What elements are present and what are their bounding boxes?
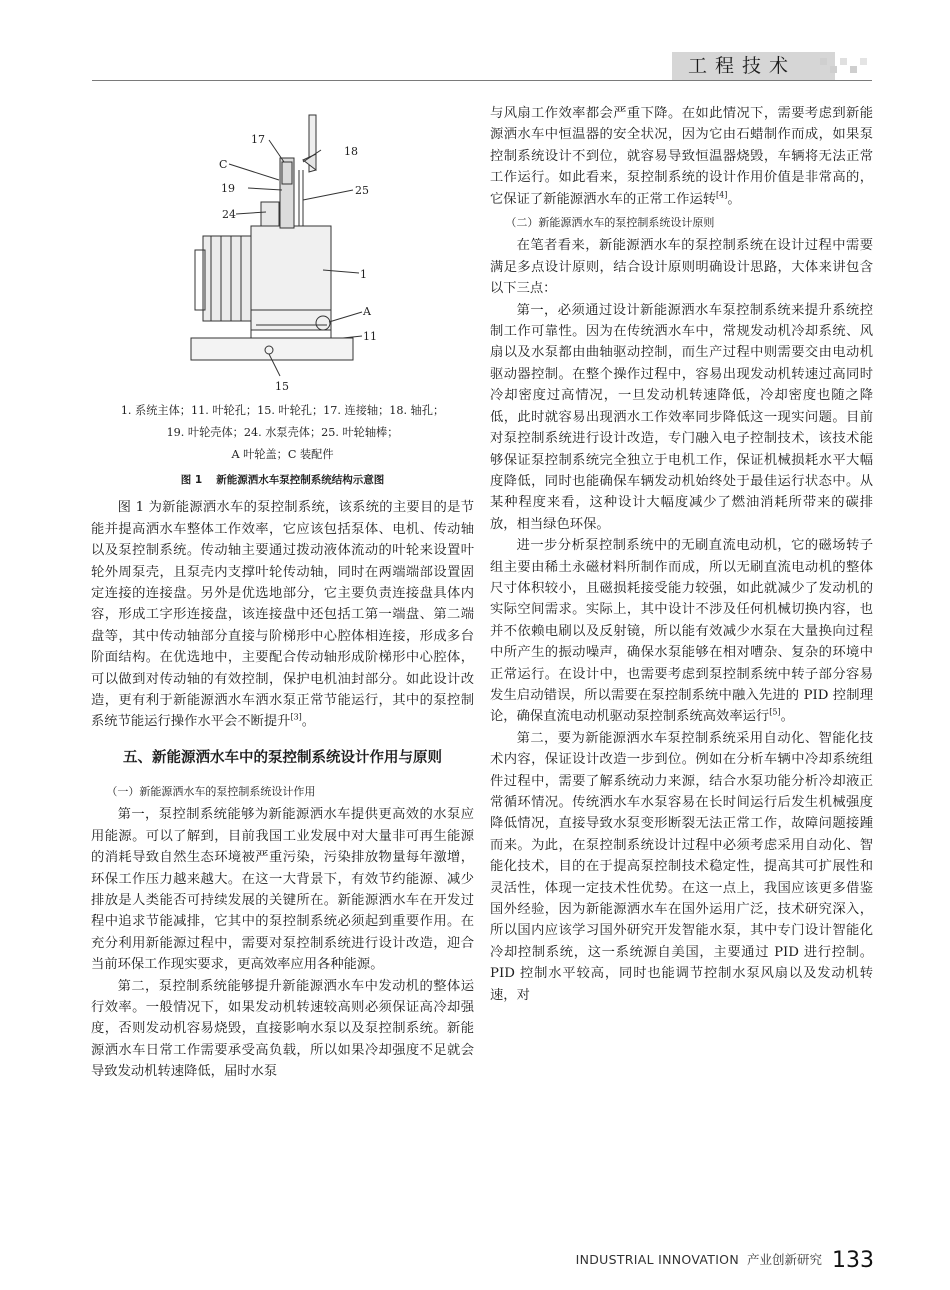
label-a: A xyxy=(363,305,371,318)
citation: [4] xyxy=(716,190,728,200)
header-rule xyxy=(92,80,872,81)
paragraph: 第一，必须通过设计新能源洒水车泵控制系统来提升系统控制工作可靠性。因为在传统洒水车中，常规发动机冷却系统、风扇以及水泵都由曲轴驱动控制，而生产过程中则需要交由电动机驱动器控制。在整个操作过程中，容易出现发动机转速过高同时冷却密度过高情况，一旦发动机转速降低，冷却密度也随之降低，此时就容易出现洒水工作效率同步降低这一现实问题。目前对泵控制系统进行设计改造，专门融入电子控制技术，该技术能够保证泵控制系统完全独立于电机工作，保证机械损耗水平大幅度降低，同时也能确保车辆发动机始终处于最佳运行状态中。从某种程度来看，这种设计大幅度减少了燃油消耗所带来的碳排放，相当绿色环保。 xyxy=(490,302,873,532)
subsection-heading: （二）新能源洒水车的泵控制系统设计原则 xyxy=(505,216,715,230)
page-footer xyxy=(576,1248,874,1273)
legend-line: 1. 系统主体；11. 叶轮孔；15. 叶轮孔；17. 连接轴；18. 轴孔； xyxy=(120,404,445,417)
figure-title: 新能源洒水车泵控制系统结构示意图 xyxy=(216,474,385,486)
paragraph: 图 1 为新能源洒水车的泵控制系统，该系统的主要目的是节能并提高洒水车整体工作效率，它应该包括泵体、电机、传动轴以及泵控制系统。传动轴主要通过拨动液体流动的叶轮来设置叶轮外周泵壳，且泵壳内支撑叶轮传动轴，同时在两端端部设置固定连接的连接盘。另外是优选地部分，它主要负责连接盘具体内容，形成工字形连接盘，该连接盘中还包括工第一端盘、第二端盘等，其中传动轴部分直接与阶梯形中心腔体相连接，形成多台阶面结构。在优选地中，主要配合传动轴形成阶梯形中心腔体，可以做到对传动轴的有效控制，保护电机油封部分。如此设计改造，更有利于新能源洒水车洒水泵正常节能运行，其中的泵控制系统节能运行操作水平会不断提升[3]。 xyxy=(91,500,474,730)
paragraph: 在笔者看来，新能源洒水车的泵控制系统在设计过程中需要满足多点设计原则，结合设计原则明确设计思路，大体来讲包含以下三点： xyxy=(490,238,873,297)
pump-diagram xyxy=(91,110,474,400)
label-25: 25 xyxy=(355,184,369,197)
legend-line: A 叶轮盖；C 装配件 xyxy=(231,448,334,461)
label-17: 17 xyxy=(251,133,265,146)
figure-legend xyxy=(91,400,474,466)
subsection-heading: （一）新能源洒水车的泵控制系统设计作用 xyxy=(106,784,316,798)
paragraph: 第一，泵控制系统能够为新能源洒水车提供更高效的水泵应用能源。可以了解到，目前我国工业发展中对大量非可再生能源的消耗导致自然生态环境被严重污染，污染排放物量每年激增，环保工作压力越来越大。在这一大背景下，有效节约能源、减少排放是人类能否可持续发展的关键所在。新能源洒水车在开发过程中追求节能减排，它其中的泵控制系统必须起到重要作用。在充分利用新能源过程中，需要对泵控制系统进行设计改造，迎合当前环保工作现实要求，更高效率应用各种能源。 xyxy=(91,807,474,973)
section-heading: 五、新能源洒水车中的泵控制系统设计作用与原则 xyxy=(123,749,442,766)
citation: [3] xyxy=(290,713,302,723)
paragraph: 与风扇工作效率都会严重下降。在如此情况下，需要考虑到新能源洒水车中恒温器的安全状况，因为它由石蜡制作而成，如果泵控制系统设计不到位，就容易导致恒温器烧毁，车辆将无法正常工作运行。如此看来，泵控制系统的设计作用价值是非常高的，它保证了新能源洒水车的正常工作运转[4]。 xyxy=(490,106,873,207)
figure-caption xyxy=(91,470,474,491)
legend-line: 19. 叶轮壳体；24. 水泵壳体；25. 叶轮轴棒； xyxy=(166,426,399,439)
label-1: 1 xyxy=(360,268,367,281)
right-column xyxy=(490,103,873,1006)
citation: [5] xyxy=(769,707,781,717)
left-column xyxy=(91,110,474,1083)
figure-number: 图 1 xyxy=(180,474,203,486)
paragraph: 第二，要为新能源洒水车泵控制系统采用自动化、智能化技术内容，保证设计改造一步到位。例如在分析车辆中冷却系统组件过程中，需要了解系统动力来源，结合水泵功能分析冷却液正常循环情况。传统洒水车水泵容易在长时间运行后发生机械强度降低情况，直接导致水泵变形断裂无法正常工作，故障问题接踵而来。为此，在泵控制系统设计过程中必须考虑采用自动化、智能化技术，目的在于提高泵控制技术稳定性，提高其可扩展性和灵活性，体现一定技术性优势。在这一点上，我国应该更多借鉴国外经验，因为新能源洒水车在国外运用广泛，技术研究深入，所以国内应该学习国外研究开发智能水泵，其中专门设计智能化冷却控制系统，这一系统源自美国，主要通过 PID 进行控制。PID 控制水平较高，同时也能调节控制水泵风扇以及发动机转速，对 xyxy=(490,730,873,1003)
journal-name-cn: 产业创新研究 xyxy=(746,1252,822,1267)
paragraph: 进一步分析泵控制系统中的无刷直流电动机，它的磁场转子组主要由稀土永磁材料所制作而成，所以无刷直流电动机的整体尺寸体积较小，且磁损耗接受能力较强，如此就减少了发动机的实际空间需求。实际上，其中设计不涉及任何机械切换内容，也并不依赖电刷以及反射镜，所以能有效减少水泵在大量换向过程中所产生的振动噪声，确保水泵能够在相对嘈杂、复杂的环境中正常运行。在设计中，也需要考虑到泵控制系统中转子部分容易发生启动错误，所以需要在泵控制系统中融入先进的 PID 控制理论，确保直流电动机驱动泵控制系统高效率运行[5]。 xyxy=(490,538,873,725)
figure-1 xyxy=(91,110,474,393)
page-number: 133 xyxy=(832,1248,874,1273)
label-15: 15 xyxy=(275,380,289,393)
label-24: 24 xyxy=(222,208,236,221)
section-title: 工程技术 xyxy=(687,55,796,77)
paragraph: 第二，泵控制系统能够提升新能源洒水车中发动机的整体运行效率。一般情况下，如果发动机转速较高则必须保证高冷却强度，否则发动机容易烧毁，直接影响水泵以及泵控制系统。新能源洒水车日常工作需要承受高负载，所以如果冷却强度不足就会导致发动机转速降低，届时水泵 xyxy=(91,978,474,1080)
label-c: C xyxy=(219,158,228,171)
journal-name: INDUSTRIAL INNOVATION xyxy=(575,1252,739,1267)
label-19: 19 xyxy=(221,182,235,195)
label-18: 18 xyxy=(344,145,358,158)
label-11: 11 xyxy=(363,330,377,343)
